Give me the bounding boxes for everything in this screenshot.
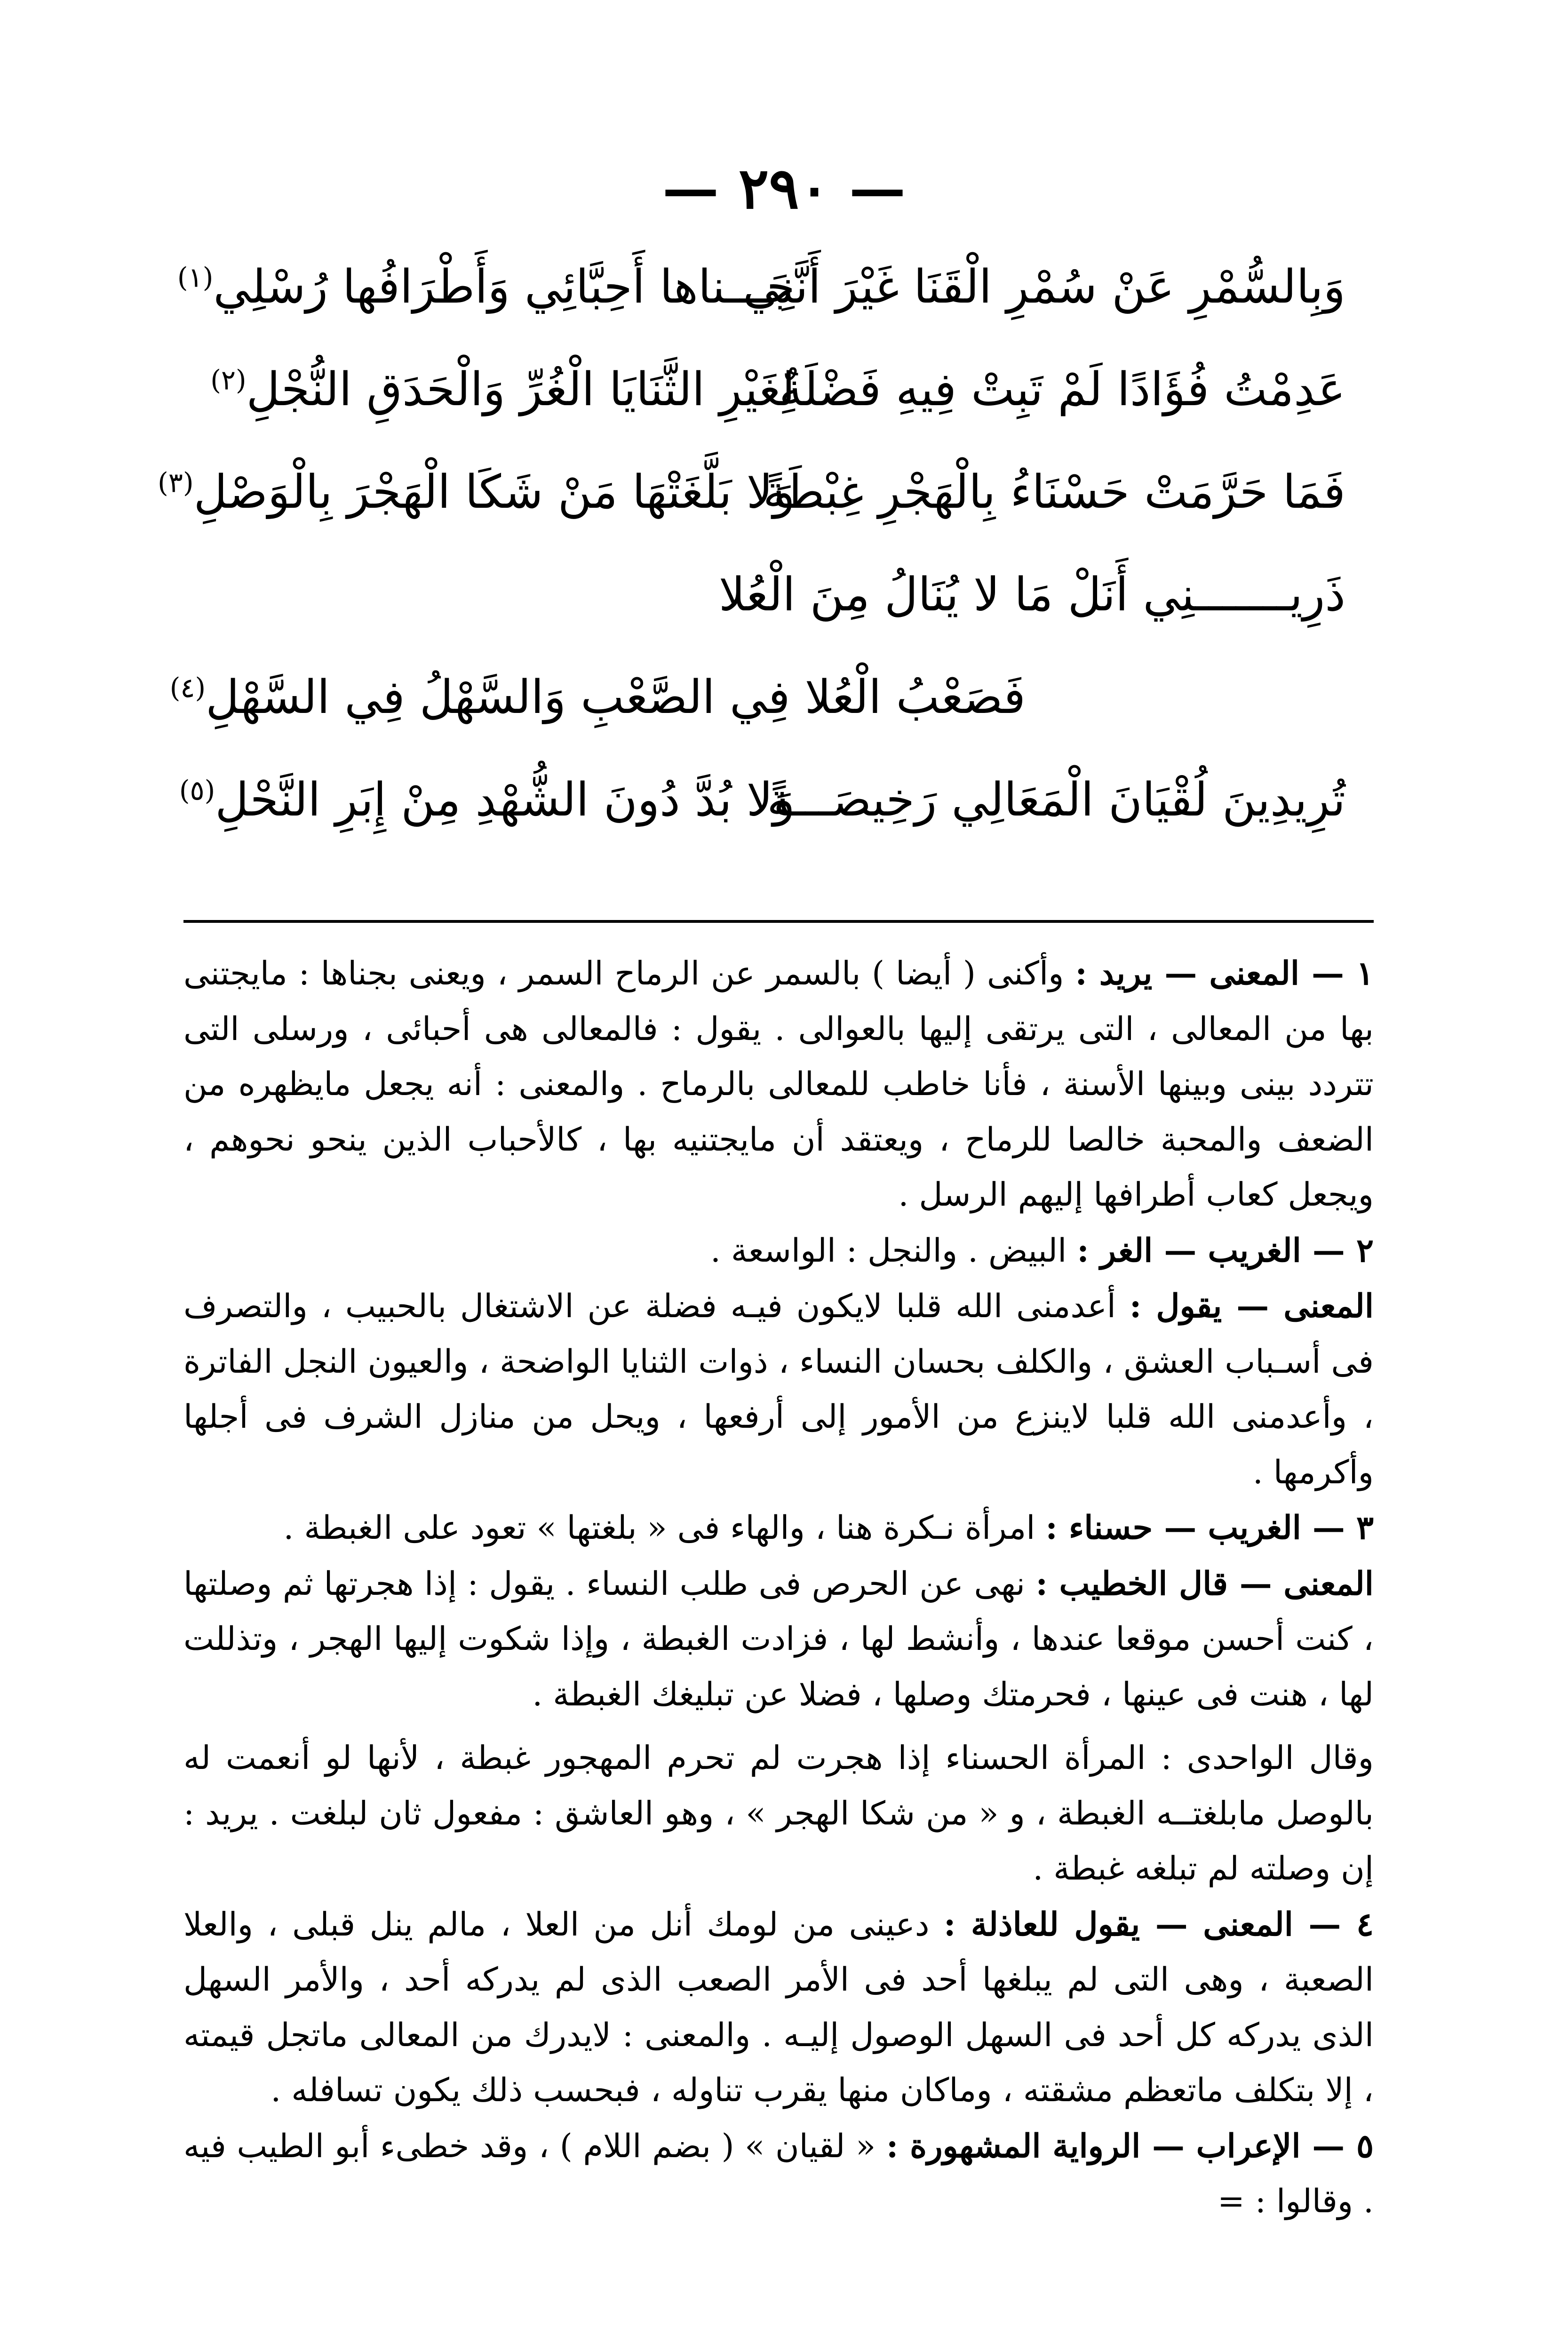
verse-line [158,450,1345,552]
footnote-marker: (٢) [210,364,247,396]
verse-first-hemistich: ذَرِيـــــــنِي أَنَلْ مَا لا يُنَالُ مِنَ الْعُلا [718,568,1345,622]
page-number: — ٢٩٠ — [662,155,906,222]
footnote-text: وقال الواحدى : المرأة الحسناء إذا هجرت لم تحرم المهجور غبطة ، لأنها لو أنعمت له بالوصل مابلغتــه الغبطة ، و « من شكا الهجر » ، وهو العاشق : مفعول ثان لبلغت . يريد : إن وصلته لم تبلغه غبطة . [183,1739,1374,1888]
footnote-text: « لقيان » ( بضم اللام ) ، وقد خطىء أبو الطيب فيه . وقالوا : = [183,2127,1374,2220]
footnote-marker: (١) [177,261,214,294]
verse-first-hemistich: عَدِمْتُ فُؤَادًا لَمْ تَبِتْ فِيهِ فَضْلَةٌ [779,363,1345,416]
footnote-text: دعينى من لومك أنل من العلا ، مالم ينل قبلى ، والعلا الصعبة ، وهى التى لم يبلغها أحد فى الأمر الصعب الذى لم يدركه أحد ، والأمر السهل الذى يدركه كل أحد فى السهل الوصول إليـه . والمعنى : لايدرك من المعالى ماتجل قيمته ، إلا بتكلف ماتعظم مشقته ، وماكان منها يقرب تناوله ، فبحسب ذلك يكون تسافله . [183,1905,1374,2109]
footnote-heading: ٤ — المعنى — يقول للعاذلة : [943,1905,1374,1944]
verse-first-hemistich: تُرِيدِينَ لُقْيَانَ الْمَعَالِي رَخِيصَـــةً [767,773,1345,827]
verse-line [179,758,1345,860]
verse-line [177,245,1345,347]
footnote-4 [183,1897,1374,2119]
footnote-divider [183,920,1374,923]
footnote-heading: ٥ — الإعراب — الرواية المشهورة : [886,2127,1374,2165]
verse-second-hemistich [207,347,795,432]
footnote-marker: (٣) [158,466,194,499]
footnote-heading: ٢ — الغريب — الغر : [1077,1231,1374,1270]
footnote-text: وأكنى ( أيضا ) بالسمر عن الرماح السمر ، ويعنى بجناها : مايجتنى بها من المعالى ، التى يرتقى إليها بالعوالى . يقول : فالمعالى هى أحبائى ، ورسلى التى تتردد بينى وبينها الأسنة ، فأنا خاطب للمعالى بالرماح . والمعنى : أنه يجعل مايظهره من الضعف والمحبة خالصا للرماح ، ويعتقد أن مايجتنيه بها ، كالأحباب الذين ينحو نحوهم ، ويجعل كعاب أطرافها إليهم الرسل . [183,955,1374,1214]
verse-line [169,655,1345,758]
footnote-heading: المعنى — يقول : [1129,1287,1374,1325]
footnote-text: أعدمنى الله قلبا لايكون فيـه فضلة عن الاشتغال بالحبيب ، والتصرف فى أسـباب العشق ، والكلف بحسان النساء ، ذوات الثنايا الواضحة ، والعيون النجل الفاترة ، وأعدمنى الله قلبا لاينزع من الأمور إلى أرفعها ، ويحل من منازل الشرف فى أجلها وأكرمها . [183,1288,1374,1491]
footnote-marker: (٤) [169,672,206,704]
footnote-3-wahidi [183,1731,1374,1897]
footnote-text: امرأة نـكرة هنا ، والهاء فى « بلغتها » تعود على الغبطة . [283,1509,1035,1547]
hemistich-text: لِغَيْرِ الثَّنَايَا الْغُرِّ وَالْحَدَقِ النُّجْلِ [246,363,795,416]
footnote-2-meaning [183,1279,1374,1500]
footnote-heading: المعنى — قال الخطيب : [1035,1564,1374,1603]
footnote-text: البيض . والنجل : الواسعة . [710,1232,1067,1270]
hemistich-text: فَصَعْبُ الْعُلا فِي الصَّعْبِ وَالسَّهْلُ فِي السَّهْلِ [206,671,1026,724]
footnote-text: نهى عن الحرص فى طلب النساء . يقول : إذا هجرتها ثم وصلتها ، كنت أحسن موقعا عندها ، وأنشط لها ، فزادت الغبطة ، وإذا شكوت إليها الهجر ، وتذللت لها ، هنت فى عينها ، فحرمتك وصلها ، فضلا عن تبليغك الغبطة . [183,1565,1374,1713]
hemistich-text: وَلا بُدَّ دُونَ الشُّهْدِ مِنْ إِبَرِ النَّحْلِ [215,773,795,827]
verse-second-hemistich [170,655,1026,740]
footnote-heading: ١ — المعنى — يريد : [1075,954,1374,992]
verse-first-hemistich: وَبِالسُّمْرِ عَنْ سُمْرِ الْقَنَا غَيْرَ أَنَّنِي [743,260,1345,314]
footnote-5 [183,2119,1374,2230]
footnote-2-gloss [183,1223,1374,1279]
verse-second-hemistich [177,245,795,329]
footnote-marker: (٥) [179,774,215,807]
footnote-3-meaning [183,1556,1374,1723]
verse-first-hemistich: فَمَا حَرَّمَتْ حَسْنَاءُ بِالْهَجْرِ غِبْطَةً [763,465,1345,519]
verse-line [207,552,1345,655]
hemistich-text: جَـــناها أَحِبَّائِي وَأَطْرَافُها رُسْلِي [213,260,795,314]
hemistich-text: وَلا بَلَّغَتْهَا مَنْ شَكَا الْهَجْرَ بِالْوَصْلِ [193,465,795,519]
footnotes [183,946,1374,2230]
footnote-1 [183,946,1374,1223]
verse-second-hemistich [158,450,795,535]
verse-line [207,347,1345,450]
verse-second-hemistich [179,758,795,842]
footnote-3-gloss [183,1500,1374,1556]
poem-verses [158,245,1345,860]
footnote-heading: ٣ — الغريب — حسناء : [1045,1509,1374,1547]
